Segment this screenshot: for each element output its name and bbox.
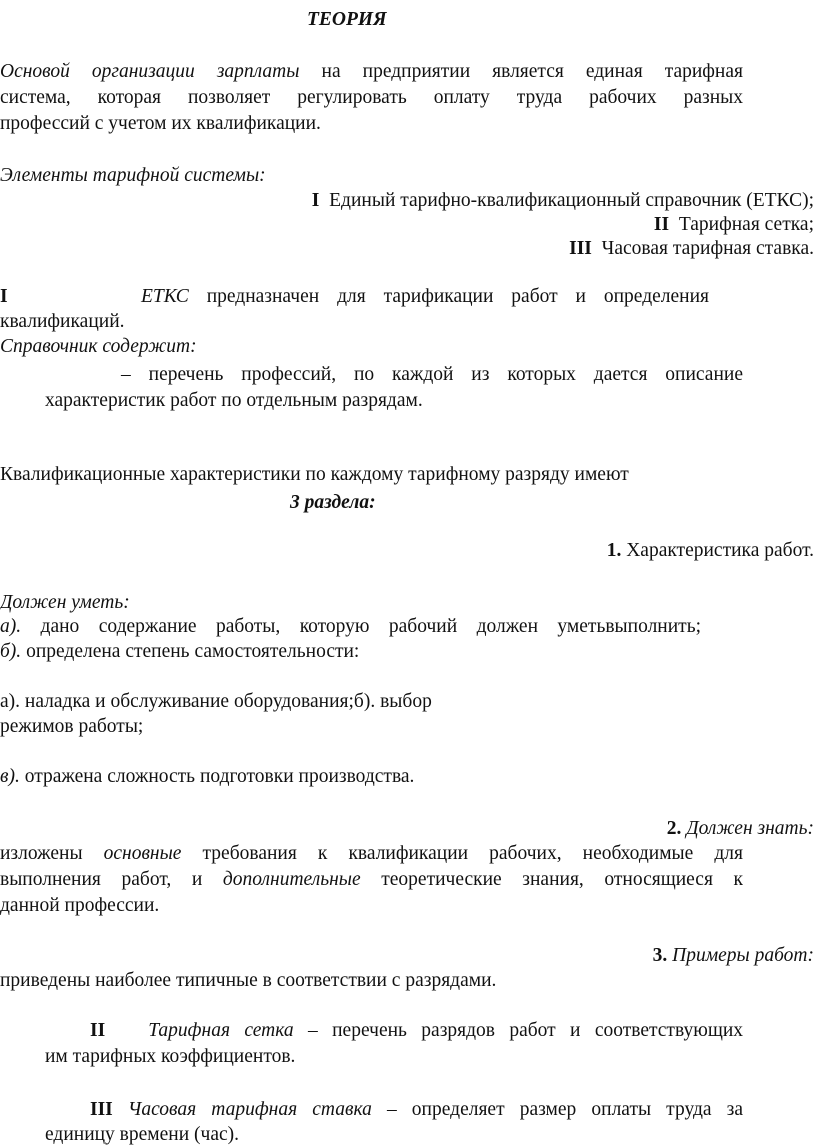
must-do-a-text: дано содержание работы, которую рабочий должен уметьвыполнить; [40, 616, 702, 637]
section-2-line-2 [0, 867, 743, 893]
rate-line-2: единицу времени (час). [45, 1124, 240, 1145]
element-3-text: Часовая тарифная ставка. [601, 238, 814, 259]
etks-num: I [0, 286, 8, 307]
must-do-a-marker: а). [0, 616, 22, 637]
must-do-heading: Должен уметь: [0, 592, 130, 613]
element-1-text: Единый тарифно-квалификационный справочник (ЕТКС); [329, 190, 814, 211]
page-title: ТЕОРИЯ [307, 9, 387, 30]
section-2-line-2-a: выполнения работ, и [0, 869, 203, 890]
element-2-num: II [653, 214, 670, 235]
section-1-title: Характеристика работ. [626, 540, 814, 561]
section-2-line-3: данной профессии. [0, 895, 160, 916]
etks-name: ЕТКС [141, 286, 189, 307]
must-do-ab-line-1: а). наладка и обслуживание оборудования;б). выбор [0, 691, 432, 712]
section-3-heading [653, 943, 814, 969]
handbook-heading: Справочник содержит: [0, 336, 197, 357]
must-do-b-text: определена степень самостоятельности: [26, 641, 360, 662]
grid-line-2: им тарифных коэффициентов. [45, 1046, 296, 1067]
must-do-c-text: отражена сложность подготовки производства. [24, 766, 415, 787]
handbook-item-line-2: характеристик работ по отдельным разрядам. [45, 390, 423, 411]
must-do-a [0, 614, 701, 640]
section-2-num: 2. [666, 818, 682, 839]
etks-line-2: квалификаций. [0, 311, 125, 332]
section-2-line-2-b: теоретические знания, относящиеся к [381, 869, 744, 890]
element-item-2 [654, 212, 814, 238]
intro-line-2: система, которая позволяет регулировать оплату труда рабочих разных [0, 87, 743, 108]
must-do-c-marker: в). [0, 766, 20, 787]
element-1-num: I [311, 190, 320, 211]
section-1-heading [607, 538, 814, 564]
grid-name: Тарифная сетка [148, 1020, 294, 1041]
must-do-b [0, 639, 359, 665]
intro-line-1 [0, 59, 743, 85]
section-2-line-2-italic: дополнительные [222, 869, 361, 890]
section-2-line-1-italic: основные [103, 843, 182, 864]
grid-line-1 [90, 1018, 743, 1044]
intro-lead: Основой организации зарплаты [0, 61, 300, 82]
etks-line-1 [141, 284, 709, 310]
rate-name: Часовая тарифная ставка [127, 1099, 372, 1120]
element-item-3 [569, 236, 814, 262]
qual-intro: Квалификационные характеристики по каждому тарифному разряду имеют [0, 464, 629, 485]
section-2-line-1-a: изложены [0, 843, 83, 864]
rate-num: III [90, 1099, 113, 1120]
must-do-b-marker: б). [0, 641, 22, 662]
section-2-line-1-b: требования к квалификации рабочих, необходимые для [202, 843, 744, 864]
element-3-num: III [569, 238, 592, 259]
rate-line-1 [90, 1097, 743, 1123]
intro-line-1-rest: на предприятии является единая тарифная [321, 61, 743, 82]
sections-count: 3 раздела: [290, 492, 376, 513]
element-item-1 [312, 188, 814, 214]
section-1-num: 1. [606, 540, 622, 561]
must-do-ab-line-2: режимов работы; [0, 716, 144, 737]
element-2-text: Тарифная сетка; [678, 214, 814, 235]
etks-line-1-rest: предназначен для тарификации работ и определения [206, 286, 709, 307]
section-2-line-1 [0, 841, 743, 867]
elements-heading: Элементы тарифной системы: [0, 165, 266, 186]
rate-line-1-rest: – определяет размер оплаты труда за [386, 1099, 744, 1120]
must-do-c [0, 764, 414, 790]
section-2-title: Должен знать: [686, 818, 814, 839]
section-3-num: 3. [652, 945, 668, 966]
intro-line-3: профессий с учетом их квалификации. [0, 113, 321, 134]
handbook-item-line-1: – перечень профессий, по каждой из которых дается описание [121, 364, 743, 385]
grid-line-1-rest: – перечень разрядов работ и соответствующих [308, 1020, 744, 1041]
section-3-text: приведены наиболее типичные в соответствии с разрядами. [0, 970, 497, 991]
section-3-title: Примеры работ: [672, 945, 814, 966]
section-2-heading [667, 816, 814, 842]
grid-num: II [90, 1020, 106, 1041]
